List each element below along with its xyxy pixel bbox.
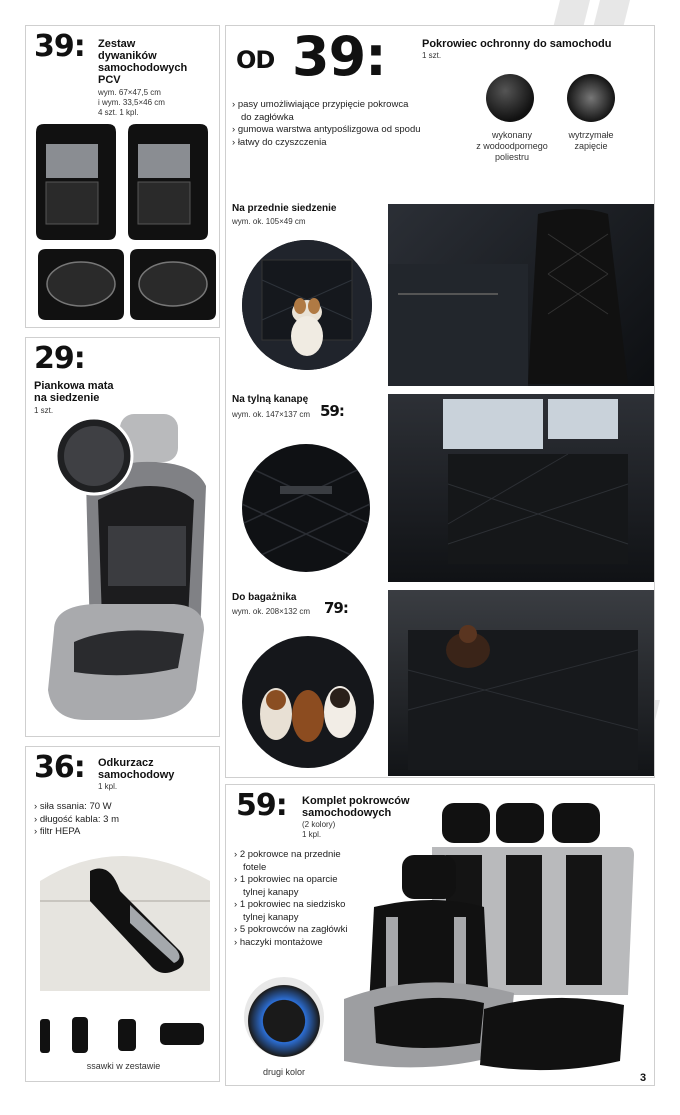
cover-features-list: [232, 99, 421, 149]
cover-feature: › pasy umożliwiające przypięcie pokrowca: [232, 99, 421, 112]
set-title-line: Komplet pokrowców: [302, 795, 410, 807]
cover-feature: › gumowa warstwa antypoślizgowa od spodu: [232, 124, 421, 137]
cover-feature: [232, 112, 421, 125]
vacuum-title: [98, 757, 174, 781]
set-feature: [234, 862, 348, 875]
set-feature: › 1 pokrowiec na siedzisko: [234, 899, 348, 912]
trunk-photo: [388, 590, 655, 776]
cover-qty: 1 szt.: [422, 51, 442, 60]
trunk-variant-title: Do bagażnika: [232, 592, 297, 603]
vacuum-feature: › długość kabla: 3 m: [34, 814, 119, 827]
cover-feature-continued: do zagłówka: [241, 111, 294, 123]
vacuum-feature: › filtr HEPA: [34, 826, 119, 839]
front-seat-photo: [388, 204, 655, 386]
feature-buckle-caption: [556, 130, 626, 152]
caption-line: wytrzymałe: [568, 130, 614, 140]
foam-title-line: Piankowa mata: [34, 380, 114, 392]
rear-variant-title: Na tylną kanapę: [232, 394, 309, 405]
front-seat-dog-photo: [242, 240, 372, 370]
foam-price: 29:: [34, 341, 85, 376]
cover-price-prefix: OD: [236, 46, 275, 74]
front-variant-dims: wym. ok. 105×49 cm: [232, 217, 306, 226]
mats-title-line: dywaników: [98, 50, 157, 62]
vacuum-title-line: Odkurzacz: [98, 757, 154, 769]
foam-mat-offer: [25, 337, 220, 737]
vacuum-feature: › siła ssania: 70 W: [34, 801, 119, 814]
set-feature: [234, 912, 348, 925]
foam-title-line: na siedzenie: [34, 392, 100, 404]
mats-spec: wym. 67×47,5 cm: [98, 88, 161, 97]
vacuum-offer: [25, 746, 220, 1082]
mats-spec: 4 szt. 1 kpl.: [98, 108, 139, 117]
rear-price: 59:: [320, 402, 344, 420]
caption-line: wykonany: [491, 130, 533, 140]
mats-specs: [98, 88, 165, 118]
mats-spec: i wym. 33,5×46 cm: [98, 98, 165, 107]
vacuum-caption: ssawki w zestawie: [86, 1061, 161, 1071]
cover-title: Pokrowiec ochronny do samochodu: [422, 38, 612, 50]
mats-price: 39:: [34, 29, 85, 64]
set-feature-continued: tylnej kanapy: [243, 911, 299, 923]
waterproof-detail-photo: [486, 74, 534, 122]
caption-line: zapięcie: [574, 141, 608, 151]
set-price: 59:: [236, 788, 287, 823]
seat-covers-image: [334, 799, 634, 1081]
set-qty: 1 kpl.: [302, 830, 322, 839]
buckle-detail-photo: [567, 74, 615, 122]
rear-variant-dims: wym. ok. 147×137 cm: [232, 410, 311, 419]
caption-line: z wodoodpornego: [476, 141, 548, 151]
rear-bench-detail-photo: [242, 444, 370, 572]
cover-feature: › łatwy do czyszczenia: [232, 137, 421, 150]
foam-seat-image: [34, 410, 216, 732]
rear-bench-photo: [388, 394, 655, 582]
foam-title: [34, 380, 113, 404]
caption-line: poliestru: [494, 152, 530, 162]
set-feature: › 5 pokrowców na zagłówki: [234, 924, 348, 937]
set-title-line: samochodowych: [302, 807, 392, 819]
set-feature: [234, 887, 348, 900]
set-feature: › haczyki montażowe: [234, 937, 348, 950]
mats-title: [98, 38, 187, 86]
alt-color-caption: drugi kolor: [262, 1067, 306, 1077]
set-colors: (2 kolory): [302, 820, 336, 829]
set-feature-continued: fotele: [243, 861, 267, 873]
page-number: 3: [640, 1072, 647, 1084]
set-features-list: [234, 849, 348, 949]
trunk-dogs-photo: [242, 636, 374, 768]
front-variant-title: Na przednie siedzenie: [232, 203, 337, 214]
alt-color-photo: [244, 977, 324, 1057]
vacuum-features-list: [34, 801, 119, 839]
vacuum-image: [30, 841, 218, 1059]
cover-offer: [225, 25, 655, 778]
feature-waterproof-caption: [464, 130, 560, 163]
set-feature: › 1 pokrowiec na oparcie: [234, 874, 348, 887]
mats-title-line: Zestaw: [98, 38, 136, 50]
seat-cover-set-offer: [225, 784, 655, 1086]
cover-price: 39:: [292, 25, 386, 88]
mats-title-line: samochodowych: [98, 62, 188, 74]
vacuum-qty: 1 kpl.: [98, 782, 118, 791]
set-feature: › 2 pokrowce na przednie: [234, 849, 348, 862]
set-feature-continued: tylnej kanapy: [243, 886, 299, 898]
vacuum-title-line: samochodowy: [98, 769, 175, 781]
car-mats-image: [30, 122, 220, 327]
trunk-price: 79:: [324, 599, 348, 617]
mats-title-line: PCV: [98, 74, 121, 86]
foam-qty: 1 szt.: [34, 406, 54, 415]
vacuum-price: 36:: [34, 750, 85, 785]
mats-offer: [25, 25, 220, 328]
trunk-variant-dims: wym. ok. 208×132 cm: [232, 607, 311, 616]
